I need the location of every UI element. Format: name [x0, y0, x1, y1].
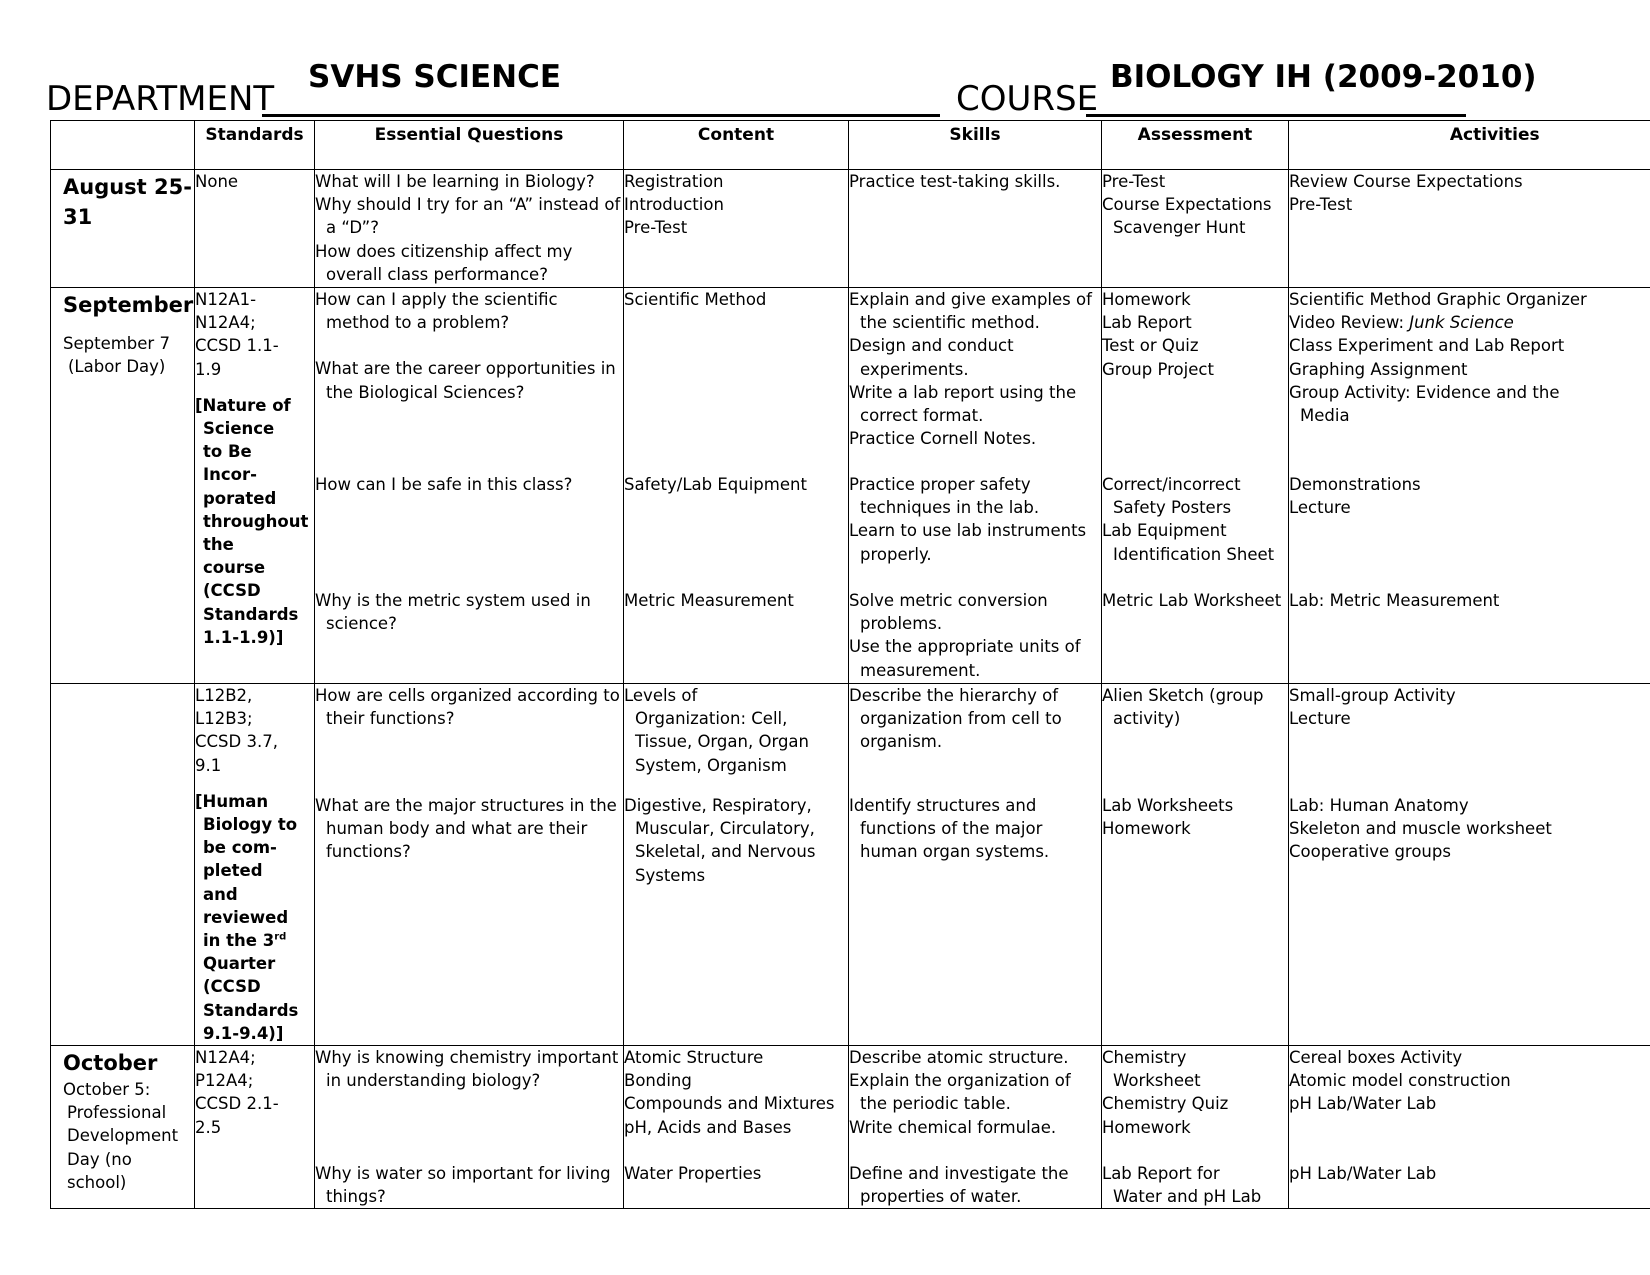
- questions-cell: [315, 1046, 624, 1209]
- activity-item: Scientific Method Graphic Organizer: [1289, 290, 1587, 309]
- course-value: BIOLOGY IH (2009-2010): [1110, 59, 1537, 95]
- month-note: Development: [67, 1126, 179, 1146]
- content-item: pH, Acids and Bases: [624, 1117, 792, 1137]
- skill-item: Define and investigate the properties of water.: [849, 1164, 1069, 1207]
- skills-cell: [849, 288, 1102, 684]
- content-item: Atomic Structure: [624, 1048, 764, 1068]
- assessment-item: Test or Quiz: [1102, 336, 1199, 356]
- standards-code: 1.9: [195, 359, 222, 379]
- skill-item: Describe the hierarchy of organization from cell to organism.: [849, 686, 1062, 752]
- activity-item: Lecture: [1289, 709, 1351, 729]
- assessment-item: Lab Worksheets: [1102, 796, 1234, 815]
- standards-code: CCSD 3.7,: [195, 732, 278, 752]
- course-underline: [1086, 114, 1466, 117]
- question-item: What are the major structures in the human body and what are their functions?: [315, 796, 617, 862]
- month-cell: [51, 288, 195, 684]
- assessment-cell: [1102, 170, 1289, 288]
- activity-item: Graphing Assignment: [1289, 359, 1468, 379]
- standards-code: L12B3;: [195, 709, 253, 729]
- activity-item: Cereal boxes Activity: [1289, 1048, 1463, 1068]
- content-item: Safety/Lab Equipment: [624, 475, 807, 494]
- content-item: Pre-Test: [624, 218, 688, 238]
- activity-item: Cooperative groups: [1289, 842, 1451, 862]
- assessment-item: Scavenger Hunt: [1113, 218, 1246, 238]
- standards-code: CCSD 2.1-: [195, 1094, 279, 1114]
- standards-note: [Human Biology to be com-pleted and reviewed in the 3rd Quarter (CCSD Standards 9.1-9.4)]: [195, 791, 299, 1043]
- department-underline: [262, 114, 940, 117]
- activity-item: Pre-Test: [1289, 195, 1353, 215]
- question-item: What will I be learning in Biology?: [315, 172, 595, 191]
- month-note: Day (no: [67, 1149, 132, 1169]
- month-note: Professional: [67, 1103, 167, 1123]
- document-header: [46, 59, 1646, 122]
- month-label: October: [63, 1051, 158, 1076]
- skills-cell: [849, 170, 1102, 288]
- standards-code: CCSD 1.1-: [195, 336, 279, 356]
- month-label: August 25- 31: [63, 175, 192, 229]
- activity-item: Skeleton and muscle worksheet: [1289, 819, 1552, 839]
- questions-cell: [315, 288, 624, 684]
- question-item: How does citizenship affect my overall class performance?: [315, 241, 573, 284]
- skill-item: Practice Cornell Notes.: [849, 429, 1037, 449]
- question-item: Why should I try for an “A” instead of a “D”?: [315, 195, 621, 238]
- question-item: Why is knowing chemistry important in understanding biology?: [315, 1048, 619, 1091]
- content-cell: [624, 684, 849, 1046]
- questions-cell: [315, 170, 624, 288]
- assessment-item: Homework: [1102, 819, 1191, 839]
- standards-cell: [195, 684, 315, 1046]
- assessment-item: Lab Report: [1102, 313, 1192, 333]
- assessment-item: Course Expectations: [1102, 195, 1272, 215]
- question-item: Why is the metric system used in science?: [315, 591, 591, 634]
- question-item: Why is water so important for living things?: [315, 1164, 611, 1207]
- standards-code: N12A4;: [195, 313, 256, 333]
- content-cell: [624, 170, 849, 288]
- table-header-row: [51, 121, 1650, 170]
- header-activities: Activities: [1289, 121, 1650, 170]
- activity-item: Review Course Expectations: [1289, 172, 1523, 191]
- activity-item: Group Activity: Evidence and the Media: [1289, 382, 1560, 426]
- activities-cell: [1289, 288, 1650, 684]
- curriculum-table: [50, 120, 1650, 1209]
- month-cell: [51, 684, 195, 1046]
- content-item: Levels of Organization: Cell, Tissue, Organ, Organ System, Organism: [624, 686, 809, 775]
- assessment-item: Homework: [1102, 1117, 1191, 1137]
- assessment-item: Alien Sketch (group activity): [1102, 686, 1264, 729]
- skill-item: Solve metric conversion problems.: [849, 591, 1048, 634]
- activity-item: Demonstrations: [1289, 475, 1421, 494]
- department-value: SVHS SCIENCE: [308, 59, 562, 95]
- standards-code: N12A1-: [195, 290, 257, 309]
- assessment-item: Chemistry Quiz: [1102, 1094, 1229, 1114]
- header-essential-questions: Essential Questions: [315, 121, 624, 170]
- table-row: [51, 684, 1650, 1046]
- skill-item: Explain and give examples of the scientific method.: [849, 290, 1092, 333]
- month-note: (Labor Day): [68, 357, 166, 377]
- content-item: Registration: [624, 172, 724, 191]
- content-cell: [624, 288, 849, 684]
- activities-cell: [1289, 170, 1650, 288]
- skills-cell: [849, 684, 1102, 1046]
- skill-item: Explain the organization of the periodic table.: [849, 1071, 1071, 1114]
- content-item: Metric Measurement: [624, 591, 794, 610]
- assessment-item: Lab Report for Water and pH Lab: [1102, 1164, 1262, 1207]
- department-label: DEPARTMENT: [46, 79, 275, 119]
- activity-item: Class Experiment and Lab Report: [1289, 336, 1565, 356]
- assessment-cell: [1102, 684, 1289, 1046]
- question-item: How can I apply the scientific method to a problem?: [315, 290, 558, 333]
- month-label: September: [63, 293, 194, 317]
- standards-cell: [195, 1046, 315, 1209]
- skill-item: Practice proper safety techniques in the lab.: [849, 475, 1040, 518]
- header-assessment: Assessment: [1102, 121, 1289, 170]
- standards-text: None: [195, 172, 239, 191]
- standards-code: 9.1: [195, 755, 222, 775]
- assessment-item: Metric Lab Worksheet: [1102, 591, 1282, 610]
- activity-item: Lab: Metric Measurement: [1289, 591, 1500, 610]
- question-item: What are the career opportunities in the Biological Sciences?: [315, 359, 616, 402]
- skill-item: Write chemical formulae.: [849, 1117, 1057, 1137]
- standards-note: [Nature of Science to Be Incor-porated throughout the course (CCSD Standards 1.1-1.9)]: [195, 395, 309, 647]
- activities-cell: [1289, 684, 1650, 1046]
- assessment-cell: [1102, 1046, 1289, 1209]
- activities-cell: [1289, 1046, 1650, 1209]
- month-cell: [51, 170, 195, 288]
- table-row: [51, 170, 1650, 288]
- month-note: school): [67, 1172, 127, 1192]
- assessment-item: Homework: [1102, 290, 1191, 309]
- activity-item: Lab: Human Anatomy: [1289, 796, 1469, 815]
- video-title: Junk Science: [1409, 313, 1514, 333]
- content-cell: [624, 1046, 849, 1209]
- content-item: Digestive, Respiratory, Muscular, Circulatory, Skeletal, and Nervous Systems: [624, 796, 816, 885]
- assessment-item: Correct/incorrect Safety Posters: [1102, 475, 1241, 518]
- question-item: How can I be safe in this class?: [315, 475, 573, 494]
- skills-cell: [849, 1046, 1102, 1209]
- activity-item: Video Review: Junk Science: [1289, 313, 1514, 333]
- month-note: September 7: [63, 334, 170, 353]
- course-label: COURSE: [956, 79, 1099, 119]
- content-item: Scientific Method: [624, 290, 767, 309]
- table-row: [51, 288, 1650, 684]
- standards-cell: [195, 170, 315, 288]
- assessment-cell: [1102, 288, 1289, 684]
- questions-cell: [315, 684, 624, 1046]
- activity-item: Lecture: [1289, 498, 1351, 518]
- skill-item: Write a lab report using the correct format.: [849, 382, 1077, 426]
- header-month: [51, 121, 195, 170]
- standards-code: 2.5: [195, 1117, 222, 1137]
- month-cell: [51, 1046, 195, 1209]
- activity-item: pH Lab/Water Lab: [1289, 1094, 1437, 1114]
- month-note: October 5:: [63, 1080, 151, 1100]
- skill-item: Learn to use lab instruments properly.: [849, 521, 1087, 564]
- question-item: How are cells organized according to their functions?: [315, 686, 620, 729]
- standards-code: N12A4;: [195, 1048, 256, 1068]
- assessment-item: Lab Equipment Identification Sheet: [1102, 521, 1275, 564]
- activity-item: Atomic model construction: [1289, 1071, 1511, 1091]
- skill-item: Identify structures and functions of the major human organ systems.: [849, 796, 1050, 862]
- activity-item: pH Lab/Water Lab: [1289, 1164, 1437, 1184]
- skill-item: Practice test-taking skills.: [849, 172, 1061, 191]
- content-item: Compounds and Mixtures: [624, 1094, 835, 1114]
- assessment-item: Pre-Test: [1102, 172, 1166, 191]
- skill-item: Describe atomic structure.: [849, 1048, 1069, 1068]
- assessment-item: Chemistry Worksheet: [1102, 1048, 1201, 1091]
- table-row: [51, 1046, 1650, 1209]
- skill-item: Use the appropriate units of measurement.: [849, 637, 1081, 680]
- standards-code: P12A4;: [195, 1071, 254, 1091]
- header-skills: Skills: [849, 121, 1102, 170]
- content-item: Introduction: [624, 195, 724, 215]
- standards-cell: [195, 288, 315, 684]
- assessment-item: Group Project: [1102, 359, 1214, 379]
- header-standards: Standards: [195, 121, 315, 170]
- standards-code: L12B2,: [195, 686, 253, 705]
- content-item: Bonding: [624, 1071, 692, 1091]
- skill-item: Design and conduct experiments.: [849, 336, 1014, 379]
- activity-item: Small-group Activity: [1289, 686, 1456, 705]
- header-content: Content: [624, 121, 849, 170]
- content-item: Water Properties: [624, 1164, 762, 1184]
